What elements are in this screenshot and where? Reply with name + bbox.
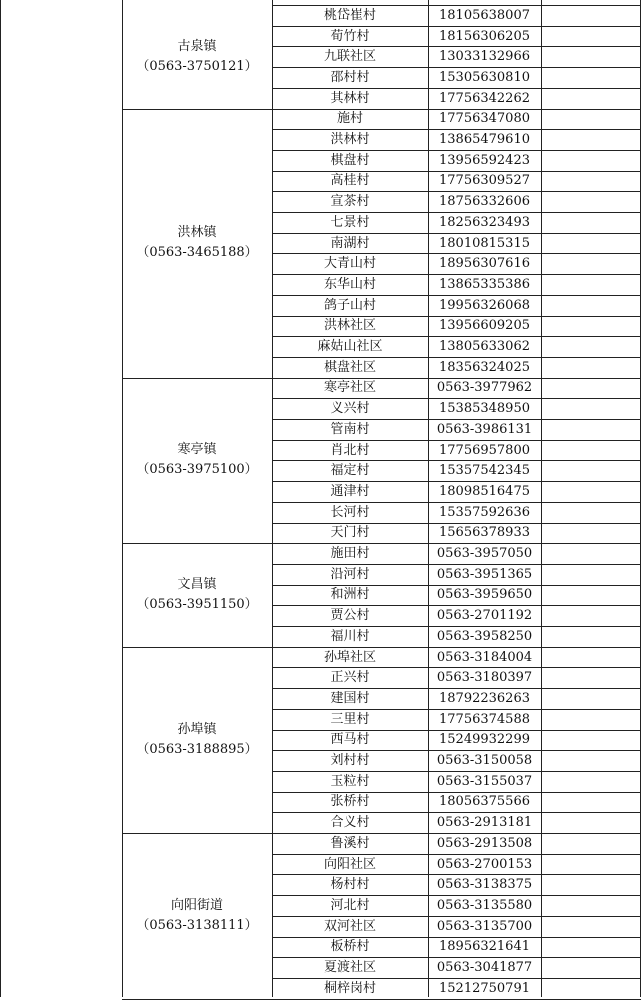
village-name: 南湖村 (330, 235, 370, 251)
village-name: 福定村 (330, 463, 370, 479)
town-cell (122, 5, 272, 109)
village-name: 双河社区 (323, 918, 376, 934)
village-phone: 18956321641 (439, 939, 530, 955)
village-phone: 13956609205 (439, 318, 530, 334)
village-name: 施村 (336, 111, 363, 127)
village-phone: 0563-3138375 (436, 877, 533, 893)
table-column-border (0, 0, 1, 997)
village-name: 棋盘社区 (323, 359, 376, 375)
village-name: 洪林村 (330, 132, 370, 148)
village-phone: 13865479610 (439, 132, 530, 148)
village-name: 义兴村 (330, 401, 370, 417)
village-phone: 15305630810 (439, 69, 530, 85)
town-name: 文昌镇 (177, 576, 217, 592)
village-name: 高桂村 (330, 173, 370, 189)
village-name: 三里村 (330, 711, 370, 727)
village-phone: 13956592423 (439, 152, 530, 168)
village-name: 夏渡社区 (323, 960, 376, 976)
village-phone: 18098516475 (439, 483, 530, 499)
village-name: 宣茶村 (330, 194, 370, 210)
village-name: 桐梓岗村 (323, 980, 376, 996)
village-phone: 17756309527 (439, 173, 530, 189)
village-name: 大青山村 (323, 256, 376, 272)
village-name: 鲁溪村 (330, 835, 370, 851)
village-phone: 18756332606 (439, 194, 530, 210)
village-name: 正兴村 (330, 670, 370, 686)
village-name: 麻姑山社区 (317, 339, 383, 355)
town-name: 古泉镇 (177, 38, 217, 54)
village-phone: 18792236263 (439, 690, 530, 706)
village-phone: 17756957800 (439, 442, 530, 458)
town-cell (122, 833, 272, 999)
village-name: 西马村 (330, 732, 370, 748)
town-cell (122, 109, 272, 378)
village-name: 桃岱崔村 (323, 7, 376, 23)
village-phone: 15212750791 (439, 980, 530, 996)
village-phone: 0563-3958250 (436, 628, 533, 644)
village-name: 东华山村 (323, 276, 376, 292)
village-name: 通津村 (330, 483, 370, 499)
village-phone: 0563-3150058 (436, 753, 533, 769)
village-name: 长河村 (330, 504, 370, 520)
village-phone: 19956326068 (439, 297, 530, 313)
village-name: 九联社区 (323, 49, 376, 65)
village-phone: 0563-2913508 (436, 835, 533, 851)
town-cell (122, 543, 272, 647)
village-phone: 15249932299 (439, 732, 530, 748)
village-phone: 0563-2701192 (436, 608, 533, 624)
village-phone: 0563-2913181 (436, 815, 533, 831)
town-name: 孙埠镇 (177, 721, 217, 737)
village-name: 管南村 (330, 421, 370, 437)
village-name: 沿河村 (330, 566, 370, 582)
village-phone: 18256323493 (439, 214, 530, 230)
village-name: 和洲村 (330, 587, 370, 603)
village-name: 合义村 (330, 815, 370, 831)
town-phone: （0563-3138111） (136, 917, 258, 933)
town-phone: （0563-3465188） (136, 245, 258, 261)
village-phone: 0563-3135700 (436, 918, 533, 934)
village-name: 七景村 (330, 214, 370, 230)
village-phone: 17756347080 (439, 111, 530, 127)
village-name: 其林村 (330, 90, 370, 106)
village-phone: 18056375566 (439, 794, 530, 810)
village-name: 河北村 (330, 897, 370, 913)
village-phone: 0563-3957050 (436, 546, 533, 562)
town-phone: （0563-3750121） (136, 58, 258, 74)
village-phone: 18356324025 (439, 359, 530, 375)
village-phone: 15357592636 (439, 504, 530, 520)
village-phone: 15385348950 (439, 401, 530, 417)
village-name: 刘村村 (330, 753, 370, 769)
village-phone: 0563-2700153 (436, 856, 533, 872)
village-name: 贾公村 (330, 608, 370, 624)
village-phone: 15357542345 (439, 463, 530, 479)
village-phone: 15656378933 (439, 525, 530, 541)
village-name: 天门村 (330, 525, 370, 541)
village-name: 洪林社区 (323, 318, 376, 334)
village-name: 荀竹村 (330, 28, 370, 44)
village-phone: 17756342262 (439, 90, 530, 106)
village-phone: 17756374588 (439, 711, 530, 727)
village-name: 福川村 (330, 628, 370, 644)
village-phone: 0563-3184004 (436, 649, 533, 665)
village-phone: 0563-3135580 (436, 897, 533, 913)
village-name: 寒亭社区 (323, 380, 376, 396)
village-phone: 0563-3977962 (436, 380, 533, 396)
village-phone: 0563-3180397 (436, 670, 533, 686)
town-name: 寒亭镇 (177, 442, 217, 458)
village-phone: 13033132966 (439, 49, 530, 65)
village-phone: 13805633062 (439, 339, 530, 355)
village-name: 棋盘村 (330, 152, 370, 168)
village-name: 施田村 (330, 546, 370, 562)
village-phone: 0563-3155037 (436, 773, 533, 789)
village-name: 杨村村 (330, 877, 370, 893)
town-phone: （0563-3951150） (136, 596, 258, 612)
village-name: 孙埠社区 (323, 649, 376, 665)
town-cell (122, 378, 272, 544)
village-name: 向阳社区 (323, 856, 376, 872)
village-phone: 0563-3986131 (436, 421, 533, 437)
town-phone: （0563-3975100） (136, 462, 258, 478)
village-phone: 18956307616 (439, 256, 530, 272)
town-cell (122, 647, 272, 833)
village-name: 建国村 (330, 690, 370, 706)
village-name: 鸽子山村 (323, 297, 376, 313)
village-name: 张桥村 (330, 794, 370, 810)
town-name: 向阳街道 (170, 897, 223, 913)
village-phone: 18010815315 (439, 235, 530, 251)
village-phone: 18105638007 (439, 7, 530, 23)
village-name: 邵村村 (330, 69, 370, 85)
town-name: 洪林镇 (177, 225, 217, 241)
village-phone: 0563-3959650 (436, 587, 533, 603)
village-name: 玉粒村 (330, 773, 370, 789)
town-phone: （0563-3188895） (136, 741, 258, 757)
village-name: 肖北村 (330, 442, 370, 458)
village-phone: 0563-3041877 (436, 960, 533, 976)
village-phone: 0563-3951365 (436, 566, 533, 582)
village-phone: 13865335386 (439, 276, 530, 292)
village-phone: 18156306205 (439, 28, 530, 44)
village-name: 板桥村 (330, 939, 370, 955)
